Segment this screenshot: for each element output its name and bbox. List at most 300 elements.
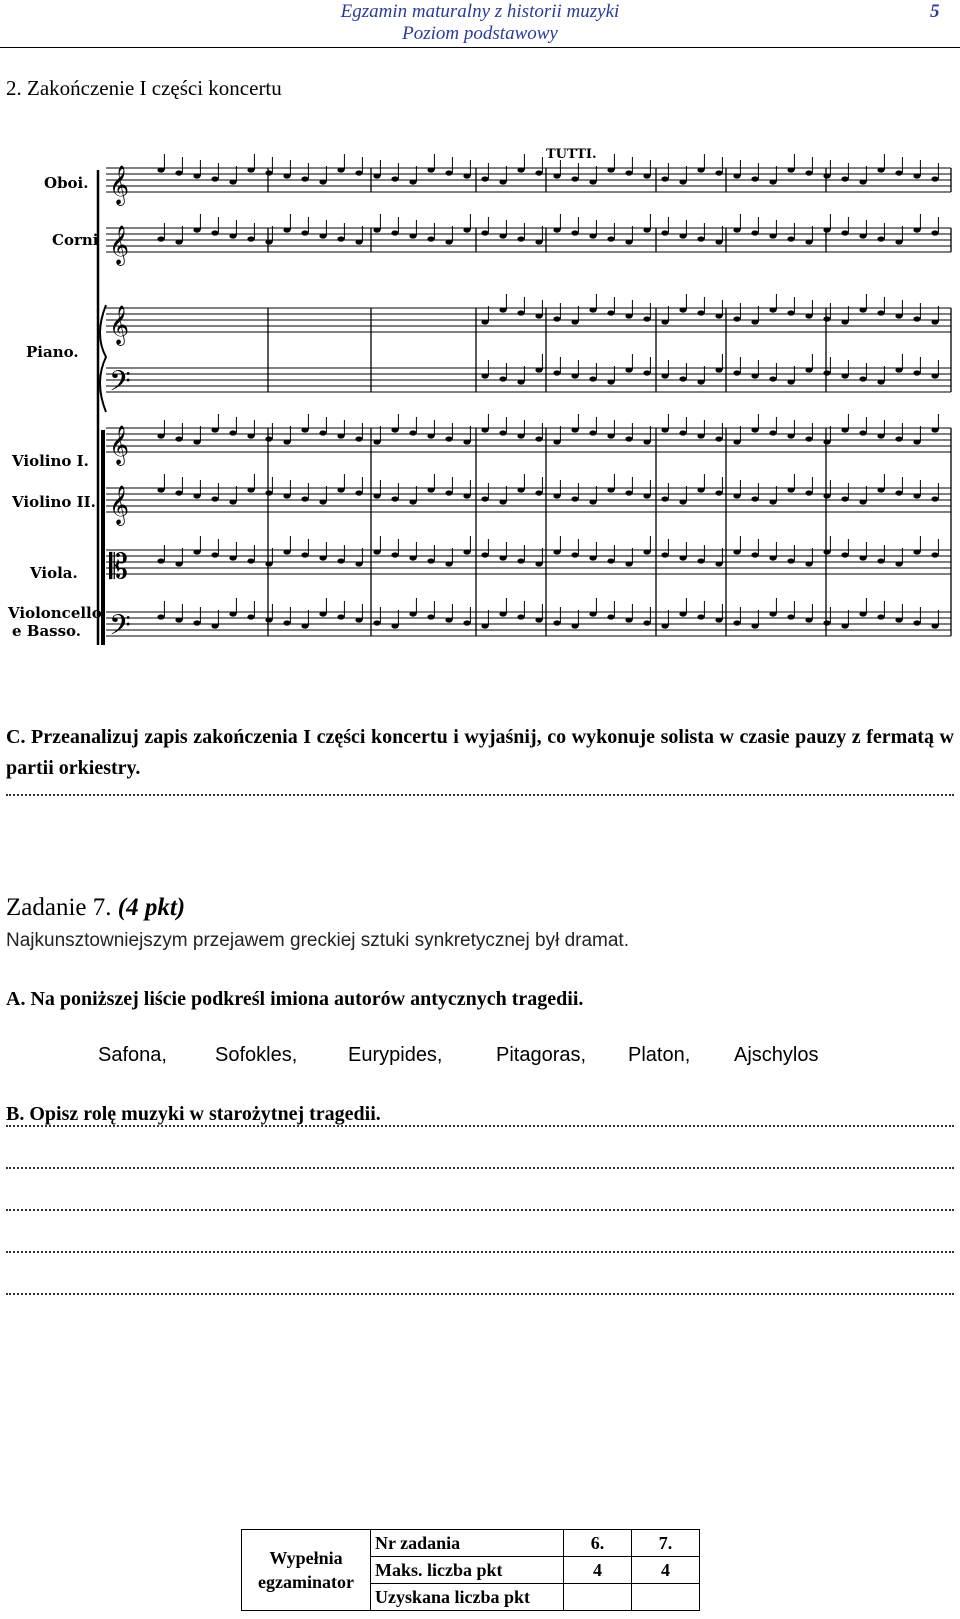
notehead — [733, 620, 740, 625]
notehead — [607, 167, 614, 172]
notehead — [445, 239, 452, 244]
notehead — [499, 430, 506, 435]
notehead — [499, 376, 506, 381]
notehead — [517, 379, 524, 384]
notehead — [769, 430, 776, 435]
grader-label — [242, 1530, 371, 1611]
exam-level: Poziom podstawowy — [402, 23, 558, 44]
notehead — [571, 496, 578, 501]
notehead — [337, 433, 344, 438]
notehead — [841, 373, 848, 378]
notehead — [283, 549, 290, 554]
notehead — [427, 167, 434, 172]
notehead — [751, 427, 758, 432]
notehead — [319, 499, 326, 504]
notehead — [247, 236, 254, 241]
notehead — [157, 167, 164, 172]
notehead — [931, 373, 938, 378]
notehead — [499, 179, 506, 184]
notehead — [265, 617, 272, 622]
notehead — [247, 433, 254, 438]
instrument-label-violino-1: Violino I. — [12, 452, 89, 470]
notehead — [625, 313, 632, 318]
notehead — [499, 233, 506, 238]
notehead — [553, 549, 560, 554]
noteheads — [157, 154, 938, 629]
notehead — [481, 552, 488, 557]
notehead — [535, 436, 542, 441]
notehead — [553, 493, 560, 498]
notehead — [895, 367, 902, 372]
notehead — [229, 233, 236, 238]
answer-line-b[interactable] — [6, 1251, 954, 1253]
notehead — [769, 307, 776, 312]
notehead — [859, 376, 866, 381]
notehead — [661, 176, 668, 181]
notehead — [625, 170, 632, 175]
notehead — [355, 617, 362, 622]
question-c: C. Przeanalizuj zapis zakończenia I części koncertu i wyjaśnij, co wykonuje solista w czasie pauzy z fermatą w partii orkiestry. — [6, 726, 954, 779]
notehead — [895, 239, 902, 244]
notehead — [211, 496, 218, 501]
answer-line-b[interactable] — [6, 1293, 954, 1295]
notehead — [265, 170, 272, 175]
notehead — [643, 316, 650, 321]
notehead — [463, 493, 470, 498]
notehead — [607, 487, 614, 492]
notehead — [553, 227, 560, 232]
notehead — [355, 239, 362, 244]
notehead — [625, 367, 632, 372]
notehead — [409, 430, 416, 435]
notehead — [265, 436, 272, 441]
notehead — [805, 561, 812, 566]
notehead — [625, 436, 632, 441]
notehead — [391, 230, 398, 235]
notehead — [823, 173, 830, 178]
notehead — [589, 555, 596, 560]
notehead — [337, 487, 344, 492]
notehead — [715, 490, 722, 495]
notehead — [661, 623, 668, 628]
notehead — [913, 173, 920, 178]
notehead — [931, 176, 938, 181]
notehead — [229, 611, 236, 616]
notehead — [445, 490, 452, 495]
notehead — [841, 496, 848, 501]
notehead — [463, 549, 470, 554]
notehead — [823, 493, 830, 498]
notehead — [373, 493, 380, 498]
notehead — [589, 376, 596, 381]
page-number: 5 — [930, 1, 940, 22]
notehead — [751, 623, 758, 628]
notehead — [841, 623, 848, 628]
notehead — [733, 173, 740, 178]
notehead — [679, 611, 686, 616]
notehead — [805, 436, 812, 441]
notehead — [553, 316, 560, 321]
notehead — [499, 307, 506, 312]
task-7-heading — [6, 893, 185, 923]
notehead — [301, 623, 308, 628]
notehead — [679, 555, 686, 560]
notehead — [157, 558, 164, 563]
author-option[interactable]: Safona, — [98, 1044, 167, 1066]
task-6-obtained-points[interactable] — [564, 1584, 632, 1611]
notehead — [661, 230, 668, 235]
notehead — [535, 617, 542, 622]
notehead — [247, 167, 254, 172]
notehead — [463, 620, 470, 625]
notehead — [211, 623, 218, 628]
notehead — [661, 373, 668, 378]
notehead — [481, 319, 488, 324]
notehead — [175, 490, 182, 495]
notehead — [499, 555, 506, 560]
notehead — [697, 433, 704, 438]
notehead — [913, 493, 920, 498]
notehead — [733, 370, 740, 375]
notehead — [571, 623, 578, 628]
notehead — [841, 319, 848, 324]
notehead — [571, 230, 578, 235]
notehead — [283, 173, 290, 178]
notehead — [841, 230, 848, 235]
notehead — [751, 176, 758, 181]
notehead — [895, 170, 902, 175]
clef-symbol: 𝄢 — [109, 365, 131, 405]
notehead — [373, 549, 380, 554]
notehead — [301, 427, 308, 432]
section-title: 2. Zakończenie I części koncertu — [6, 76, 282, 100]
notehead — [283, 227, 290, 232]
notehead — [643, 439, 650, 444]
notehead — [535, 561, 542, 566]
notehead — [643, 549, 650, 554]
notehead — [589, 179, 596, 184]
author-option[interactable]: Ajschylos — [734, 1044, 819, 1066]
notehead — [157, 236, 164, 241]
grader-label-line2: egzaminator — [258, 1572, 354, 1592]
piano-brace — [100, 305, 106, 412]
notehead — [247, 558, 254, 563]
notehead — [805, 367, 812, 372]
notehead — [301, 176, 308, 181]
notehead — [877, 487, 884, 492]
author-option[interactable]: Pitagoras, — [496, 1044, 587, 1066]
notehead — [193, 549, 200, 554]
answer-line-b[interactable] — [6, 1125, 954, 1127]
notehead — [229, 555, 236, 560]
notehead — [625, 617, 632, 622]
notehead — [697, 558, 704, 563]
notehead — [715, 617, 722, 622]
notehead — [643, 493, 650, 498]
notehead — [787, 433, 794, 438]
notehead — [913, 370, 920, 375]
notehead — [229, 430, 236, 435]
notehead — [283, 439, 290, 444]
notehead — [157, 433, 164, 438]
notehead — [787, 379, 794, 384]
notehead — [517, 310, 524, 315]
notehead — [751, 373, 758, 378]
notehead — [895, 313, 902, 318]
author-option[interactable]: Sofokles, — [215, 1044, 298, 1066]
notehead — [481, 176, 488, 181]
notehead — [175, 561, 182, 566]
notehead — [751, 496, 758, 501]
notehead — [877, 236, 884, 241]
notehead — [373, 173, 380, 178]
notehead — [859, 611, 866, 616]
notehead — [823, 316, 830, 321]
notehead — [373, 439, 380, 444]
row-head-obtained-points: Uzyskana liczba pkt — [371, 1584, 564, 1611]
notehead — [715, 436, 722, 441]
notehead — [517, 433, 524, 438]
notehead — [337, 167, 344, 172]
notehead — [175, 436, 182, 441]
notehead — [391, 552, 398, 557]
task-7-obtained-points[interactable] — [632, 1584, 700, 1611]
notehead — [229, 179, 236, 184]
notehead — [697, 310, 704, 315]
row-head-task-number: Nr zadania — [371, 1530, 564, 1557]
notehead — [715, 170, 722, 175]
notehead — [679, 307, 686, 312]
clef-symbol: 𝄞 — [109, 485, 130, 525]
notehead — [895, 436, 902, 441]
header-divider — [0, 47, 960, 48]
notehead — [427, 487, 434, 492]
notehead — [643, 620, 650, 625]
notehead — [823, 439, 830, 444]
notehead — [553, 173, 560, 178]
notehead — [697, 379, 704, 384]
clefs — [109, 165, 131, 649]
answer-line-b[interactable] — [6, 1209, 954, 1211]
notehead — [787, 558, 794, 563]
notehead — [553, 620, 560, 625]
notehead — [463, 173, 470, 178]
notehead — [283, 620, 290, 625]
notehead — [211, 176, 218, 181]
notehead — [517, 167, 524, 172]
grader-table — [241, 1529, 700, 1611]
notehead — [355, 490, 362, 495]
notehead — [787, 310, 794, 315]
notehead — [535, 170, 542, 175]
notehead — [571, 552, 578, 557]
notehead — [409, 611, 416, 616]
notehead — [301, 552, 308, 557]
notehead — [859, 430, 866, 435]
notehead — [265, 490, 272, 495]
notehead — [607, 236, 614, 241]
notehead — [589, 307, 596, 312]
notehead — [481, 427, 488, 432]
notehead — [535, 313, 542, 318]
notehead — [787, 236, 794, 241]
notehead — [409, 179, 416, 184]
notehead — [679, 499, 686, 504]
notehead — [337, 236, 344, 241]
notehead — [355, 436, 362, 441]
notehead — [481, 623, 488, 628]
notehead — [661, 552, 668, 557]
notehead — [193, 493, 200, 498]
notehead — [337, 614, 344, 619]
task-7-label: Zadanie 7. — [6, 894, 112, 921]
author-option[interactable]: Eurypides, — [348, 1044, 443, 1066]
notehead — [841, 176, 848, 181]
notehead — [859, 233, 866, 238]
author-option[interactable]: Platon, — [628, 1044, 691, 1066]
notehead — [427, 433, 434, 438]
notehead — [877, 433, 884, 438]
clef-symbol: 𝄢 — [109, 609, 131, 649]
notehead — [931, 496, 938, 501]
notehead — [931, 427, 938, 432]
notehead — [877, 167, 884, 172]
notehead — [427, 614, 434, 619]
notehead — [931, 552, 938, 557]
notehead — [625, 561, 632, 566]
notehead — [265, 561, 272, 566]
notehead — [175, 170, 182, 175]
notehead — [895, 561, 902, 566]
musical-score — [6, 140, 958, 680]
notehead — [499, 611, 506, 616]
notehead — [733, 439, 740, 444]
notehead — [535, 239, 542, 244]
notehead — [841, 552, 848, 557]
notehead — [193, 227, 200, 232]
instrument-label-viola: Viola. — [30, 564, 78, 582]
notehead — [517, 236, 524, 241]
instrument-label-violoncello: Violoncello — [8, 604, 102, 622]
notehead — [769, 499, 776, 504]
answer-line-b[interactable] — [6, 1167, 954, 1169]
notehead — [769, 179, 776, 184]
notehead — [643, 173, 650, 178]
instrument-label-piano: Piano. — [26, 343, 79, 361]
notehead — [301, 230, 308, 235]
notehead — [823, 620, 830, 625]
notehead — [319, 179, 326, 184]
notehead — [625, 239, 632, 244]
notehead — [319, 430, 326, 435]
task-6-number: 6. — [564, 1530, 632, 1557]
notehead — [877, 379, 884, 384]
notehead — [211, 230, 218, 235]
notehead — [769, 376, 776, 381]
notehead — [805, 617, 812, 622]
notehead — [265, 239, 272, 244]
task-7-number: 7. — [632, 1530, 700, 1557]
tutti-label: TUTTI. — [546, 147, 597, 162]
notehead — [607, 310, 614, 315]
question-b: B. Opisz rolę muzyki w starożytnej tragedii. — [6, 1103, 381, 1125]
notehead — [193, 173, 200, 178]
notehead — [517, 614, 524, 619]
notehead — [715, 367, 722, 372]
notehead — [895, 617, 902, 622]
instrument-label-oboi: Oboi. — [44, 174, 89, 192]
notehead — [913, 549, 920, 554]
notehead — [805, 239, 812, 244]
notehead — [877, 310, 884, 315]
notehead — [481, 496, 488, 501]
notehead — [409, 233, 416, 238]
notehead — [355, 170, 362, 175]
notehead — [535, 367, 542, 372]
notehead — [481, 373, 488, 378]
notehead — [697, 614, 704, 619]
notehead — [661, 496, 668, 501]
notehead — [679, 233, 686, 238]
notehead — [463, 227, 470, 232]
notehead — [517, 558, 524, 563]
notehead — [823, 549, 830, 554]
notehead — [913, 316, 920, 321]
notehead — [553, 370, 560, 375]
notehead — [913, 227, 920, 232]
notehead — [823, 227, 830, 232]
notehead — [229, 499, 236, 504]
notehead — [175, 239, 182, 244]
clef-symbol: 𝄡 — [109, 547, 128, 587]
notehead — [841, 427, 848, 432]
notehead — [715, 561, 722, 566]
notehead — [517, 487, 524, 492]
notehead — [445, 617, 452, 622]
notehead — [643, 370, 650, 375]
notehead — [697, 487, 704, 492]
notehead — [157, 614, 164, 619]
notehead — [553, 439, 560, 444]
notehead — [589, 611, 596, 616]
notehead — [301, 496, 308, 501]
notehead — [751, 230, 758, 235]
notehead — [859, 555, 866, 560]
notehead — [859, 307, 866, 312]
notehead — [787, 167, 794, 172]
notehead — [571, 427, 578, 432]
notehead — [931, 319, 938, 324]
notehead — [715, 313, 722, 318]
notehead — [247, 614, 254, 619]
notehead — [589, 233, 596, 238]
instrument-label-basso: e Basso. — [12, 622, 82, 640]
notehead — [481, 230, 488, 235]
notehead — [679, 179, 686, 184]
notehead — [607, 558, 614, 563]
notehead — [337, 558, 344, 563]
instrument-label-corni: Corni — [52, 231, 99, 249]
answer-line-c[interactable] — [6, 794, 954, 796]
notehead — [463, 439, 470, 444]
notehead — [427, 236, 434, 241]
notehead — [535, 490, 542, 495]
notehead — [859, 179, 866, 184]
notehead — [445, 561, 452, 566]
notehead — [409, 555, 416, 560]
task-7-intro: Najkunsztowniejszym przejawem greckiej sztuki synkretycznej był dramat. — [6, 930, 629, 951]
notehead — [571, 373, 578, 378]
